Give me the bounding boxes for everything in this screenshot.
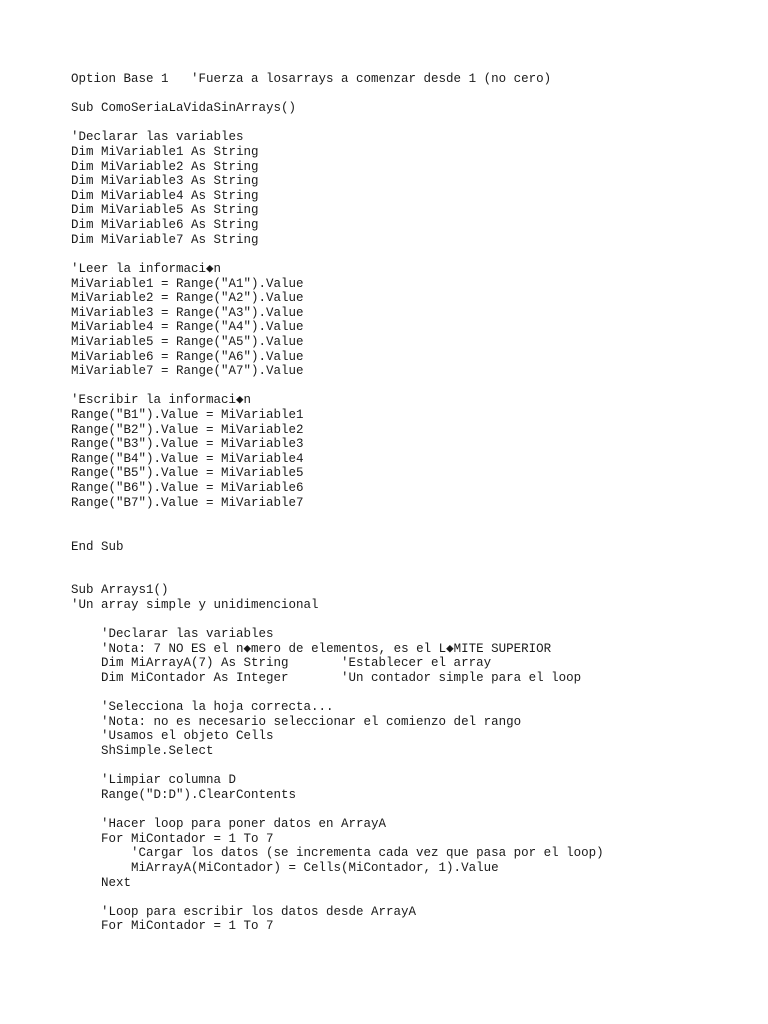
blank-line bbox=[71, 613, 604, 628]
blank-line bbox=[71, 87, 604, 102]
code-line: Range("D:D").ClearContents bbox=[71, 787, 297, 802]
blank-line bbox=[71, 686, 604, 701]
code-line: 'Hacer loop para poner datos en ArrayA bbox=[71, 817, 387, 832]
code-line: 'Un array simple y unidimencional bbox=[71, 597, 319, 612]
blank-line bbox=[71, 759, 604, 774]
code-line: Range("B2").Value = MiVariable2 bbox=[71, 422, 304, 437]
code-line: Dim MiVariable4 As String bbox=[71, 188, 259, 203]
code-line: Next bbox=[71, 875, 132, 890]
code-line: Dim MiVariable1 As String bbox=[71, 145, 259, 160]
code-line: Dim MiVariable2 As String bbox=[71, 159, 259, 174]
blank-line bbox=[71, 554, 604, 569]
code-line: MiVariable3 = Range("A3").Value bbox=[71, 305, 304, 320]
code-line: 'Cargar los datos (se incrementa cada vez que pasa por el loop) bbox=[71, 846, 604, 861]
blank-line bbox=[71, 379, 604, 394]
code-line: Dim MiVariable5 As String bbox=[71, 203, 259, 218]
code-line: 'Selecciona la hoja correcta... bbox=[71, 700, 334, 715]
code-line: 'Declarar las variables bbox=[71, 130, 244, 145]
code-line: 'Escribir la informaci◆n bbox=[71, 393, 252, 408]
code-line: Dim MiArrayA(7) As String 'Establecer el array bbox=[71, 656, 492, 671]
blank-line bbox=[71, 525, 604, 540]
blank-line bbox=[71, 802, 604, 817]
code-line: For MiContador = 1 To 7 bbox=[71, 919, 274, 934]
code-line: Dim MiVariable7 As String bbox=[71, 232, 259, 247]
code-line: Option Base 1 'Fuerza a losarrays a comenzar desde 1 (no cero) bbox=[71, 72, 552, 86]
code-line: 'Nota: 7 NO ES el n◆mero de elementos, es el L◆MITE SUPERIOR bbox=[71, 641, 552, 656]
code-line: For MiContador = 1 To 7 bbox=[71, 831, 274, 846]
code-line: Sub Arrays1() bbox=[71, 583, 169, 598]
code-line: Range("B3").Value = MiVariable3 bbox=[71, 437, 304, 452]
code-line: Range("B4").Value = MiVariable4 bbox=[71, 451, 304, 466]
code-line: 'Loop para escribir los datos desde ArrayA bbox=[71, 904, 417, 919]
code-line: 'Nota: no es necesario seleccionar el comienzo del rango bbox=[71, 714, 522, 729]
code-line: Dim MiContador As Integer 'Un contador simple para el loop bbox=[71, 670, 582, 685]
code-line: 'Leer la informaci◆n bbox=[71, 261, 222, 276]
code-line: Sub ComoSeriaLaVidaSinArrays() bbox=[71, 101, 297, 116]
code-line: Range("B5").Value = MiVariable5 bbox=[71, 466, 304, 481]
code-line: Range("B7").Value = MiVariable7 bbox=[71, 495, 304, 510]
code-line: MiVariable6 = Range("A6").Value bbox=[71, 349, 304, 364]
code-line: ShSimple.Select bbox=[71, 744, 214, 759]
code-line: 'Declarar las variables bbox=[71, 627, 274, 642]
code-line: Dim MiVariable6 As String bbox=[71, 218, 259, 233]
code-line: Dim MiVariable3 As String bbox=[71, 174, 259, 189]
code-listing bbox=[71, 72, 604, 934]
code-line: MiVariable2 = Range("A2").Value bbox=[71, 291, 304, 306]
blank-line bbox=[71, 116, 604, 131]
code-line: MiArrayA(MiContador) = Cells(MiContador, 1).Value bbox=[71, 860, 499, 875]
code-line: 'Limpiar columna D bbox=[71, 773, 237, 788]
code-line: 'Usamos el objeto Cells bbox=[71, 729, 274, 744]
code-line: Range("B1").Value = MiVariable1 bbox=[71, 408, 304, 423]
blank-line bbox=[71, 510, 604, 525]
code-line: End Sub bbox=[71, 539, 124, 554]
code-line: MiVariable5 = Range("A5").Value bbox=[71, 334, 304, 349]
blank-line bbox=[71, 890, 604, 905]
blank-line bbox=[71, 247, 604, 262]
blank-line bbox=[71, 569, 604, 584]
code-line: MiVariable1 = Range("A1").Value bbox=[71, 276, 304, 291]
code-line: MiVariable4 = Range("A4").Value bbox=[71, 320, 304, 335]
code-line: Range("B6").Value = MiVariable6 bbox=[71, 481, 304, 496]
code-line: MiVariable7 = Range("A7").Value bbox=[71, 364, 304, 379]
